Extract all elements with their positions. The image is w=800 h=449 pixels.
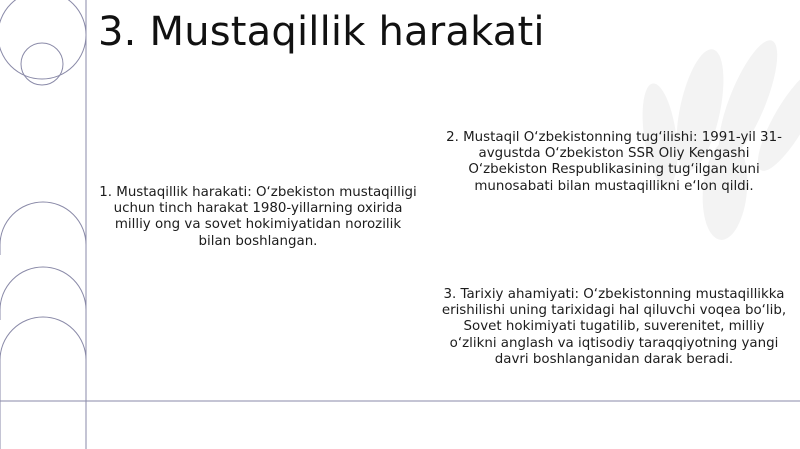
arch-outline-icon (0, 202, 86, 255)
point-1-text: 1. Mustaqillik harakati: O‘zbekiston mustaqilligi uchun tinch harakat 1980-yillarning oxirida milliy ong va sovet hokimiyatidan norozilik bilan boshlangan. (99, 185, 417, 249)
arch-outline-icon (0, 267, 86, 320)
point-2-text: 2. Mustaqil O‘zbekistonning tug‘ilishi: 1991-yil 31-avgustda O‘zbekiston SSR Oliy Kengashi O‘zbekiston Respublikasining tug‘ilgan kuni munosabati bilan mustaqillikni e‘lon qildi. (446, 130, 782, 194)
page-title: 3. Mustaqillik harakati (98, 9, 545, 55)
point-3-text: 3. Tarixiy ahamiyati: O‘zbekistonning mustaqillikka erishilishi uning tarixidagi hal qiluvchi voqea bo‘lib, Sovet hokimiyati tugatilib, suverenitet, milliy o‘zlikni anglash va iqtisodiy taraqqiyotning yangi davri boshlanganidan darak beradi. (441, 287, 787, 367)
circle-outline-icon (0, 0, 86, 79)
arch-outline-icon (0, 317, 86, 449)
